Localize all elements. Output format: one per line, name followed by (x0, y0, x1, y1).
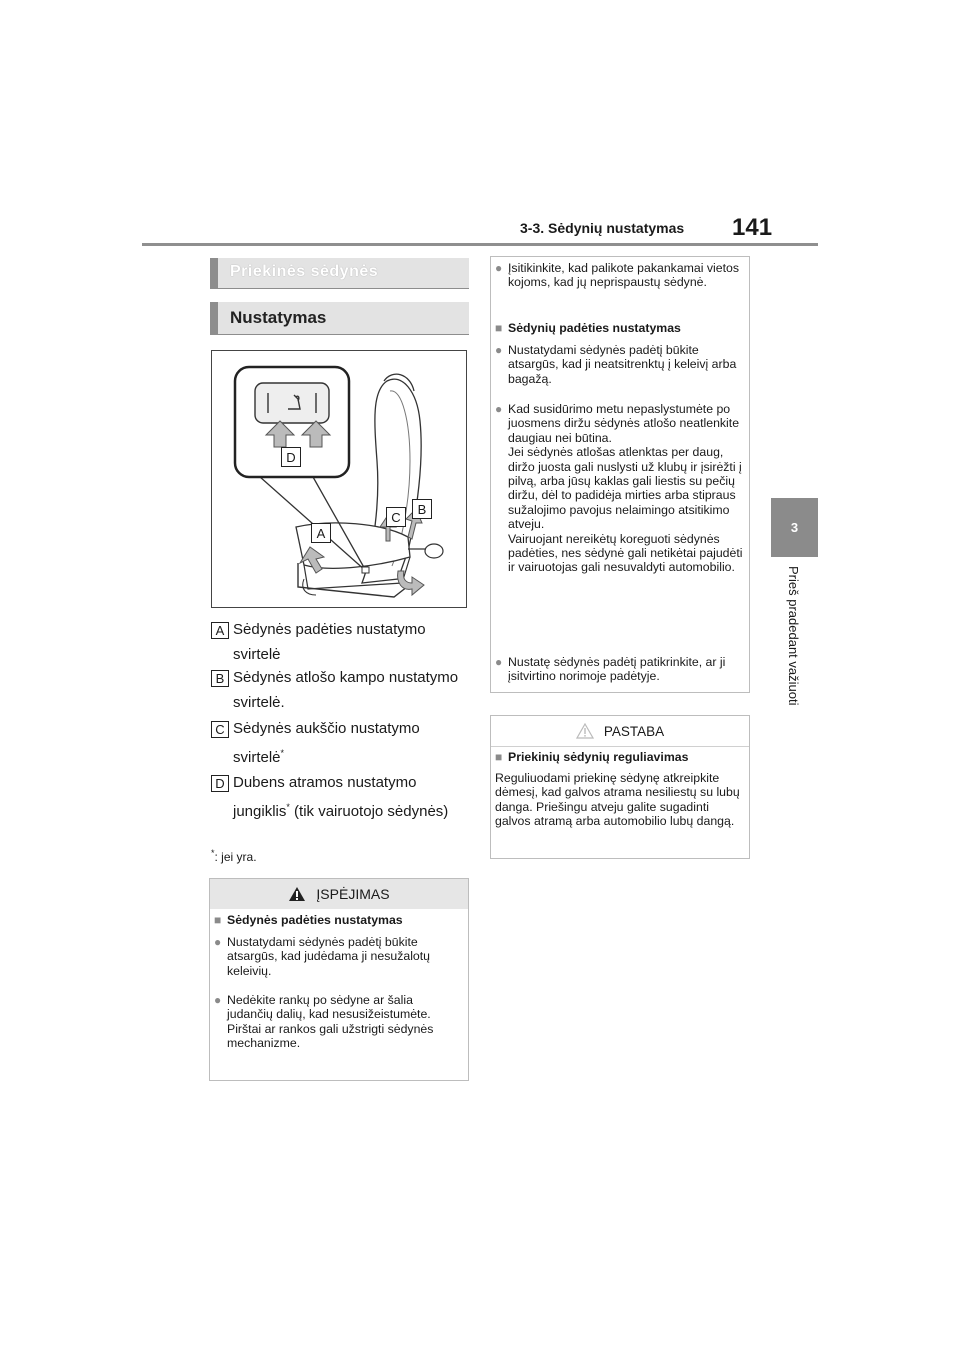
footnote-mark: * (280, 748, 285, 758)
subsection-title-bar (210, 302, 469, 334)
square-marker: ■ (495, 321, 503, 335)
legend-key-d: D (211, 775, 229, 792)
legend-text-d (233, 770, 469, 824)
subsection-title-rule (210, 334, 469, 335)
right-bullet-text: Nustatydami sėdynės padėtį būkite atsargūs, kad ji neatsitrenktų į keleivį arba bagažą. (508, 343, 737, 386)
seat-illustration (211, 350, 467, 608)
subsection-title: Nustatymas (230, 308, 327, 327)
notice-title: PASTABA (603, 723, 665, 739)
warning-icon (288, 886, 306, 902)
legend-text-c-main: Sėdynės aukščio nustatymo svirtelė (233, 720, 420, 766)
warning-heading-text: Sėdynės padėties nustatymas (227, 913, 403, 927)
section-title-rule (210, 288, 469, 289)
section-title: Priekinės sėdynės (230, 263, 379, 280)
bullet-marker: ● (495, 343, 503, 357)
chapter-vertical-label: Prieš pradedant važiuoti (786, 566, 801, 706)
legend-key-c: C (211, 721, 229, 738)
header-rule (142, 243, 818, 246)
bullet-marker: ● (214, 935, 222, 949)
legend-key-a: A (211, 622, 229, 639)
footnote-mark: * (286, 802, 290, 812)
chapter-number: 3 (790, 520, 799, 535)
legend-text-d-main: Dubens atramos nustatymo jungiklis (233, 774, 417, 820)
bullet-marker: ● (495, 402, 503, 416)
right-bullet (495, 655, 743, 684)
warning-header (210, 879, 468, 909)
notice-header (491, 716, 749, 747)
page-number: 141 (732, 214, 773, 241)
bullet-marker: ● (214, 993, 222, 1007)
callout-c: C (386, 507, 406, 527)
footnote-mark: * (211, 848, 215, 858)
right-bullet (495, 261, 743, 290)
warning-title: ĮSPĖJIMAS (316, 886, 390, 902)
right-bullet-text: Nustatę sėdynės padėtį patikrinkite, ar ji įsitvirtino norimoje padėtyje. (508, 655, 726, 684)
warning-box (209, 878, 469, 1081)
right-bullet-text: Kad susidūrimo metu nepaslystumėte po juosmens diržu sėdynės atlošo neatlenkite daugiau nei būtina. Jei sėdynės atlošas atlenktas per daug, diržo juosta gali nuslysti už klubų ir įsirėžti į pilvą, arba jūsų kaklas gali liestis su pečių diržu, dėl to padidėja mirties arba stiprаus sužalojimo pavojus nelaimingo atsitikimo atveju. Vairuojant nereikėtų koreguoti sėdynės padėties, nes sėdynė gali netikėtai pajudėti ir vairuotojas gali nesuvaldyti automobilio. (508, 402, 743, 575)
warning-bullet (214, 935, 462, 978)
legend-text-b: Sėdynės atlošo kampo nustatymo svirtelė. (233, 669, 459, 711)
notice-icon (576, 723, 594, 739)
callout-b: B (412, 499, 432, 519)
warning-bullet-text: Nedėkite rankų po sėdyne ar šalia judančių dalių, kad nesusižeistumėte. Pirštai ar rankos gali užstrigti sėdynės mechanizme. (227, 993, 434, 1051)
warning-heading (214, 913, 462, 927)
legend-key-b: B (211, 670, 229, 687)
notice-body (495, 771, 743, 829)
seat-drawing (212, 351, 466, 607)
legend-text-c (233, 716, 469, 770)
section-title-bar (210, 258, 469, 288)
notice-box (490, 715, 750, 859)
footnote (211, 848, 257, 864)
right-bullet (495, 402, 743, 575)
notice-heading-text: Priekinių sėdynių reguliavimas (508, 750, 689, 764)
caution-continued-box (490, 256, 750, 693)
right-heading (495, 321, 743, 335)
legend-text-d-tail: (tik vairuotojo sėdynės) (289, 803, 449, 820)
callout-a: A (311, 523, 331, 543)
callout-d: D (281, 447, 301, 467)
footnote-text: : jei yra. (214, 850, 257, 864)
running-header-section: 3-3. Sėdynių nustatymas (520, 220, 685, 236)
right-bullet-text: Įsitikinkite, kad palikote pakankamai vietos kojoms, kad jų neprispaustų sėdynė. (508, 261, 740, 290)
notice-body-text: Reguliuodami priekinę sėdynę atkreipkite dėmesį, kad galvos atrama nesiliestų su lubų danga. Priešingu atveju galite sugadinti galvos atramą arba automobilio lubų dangą. (495, 771, 740, 829)
right-bullet (495, 343, 743, 386)
bullet-marker: ● (495, 261, 503, 275)
warning-bullet (214, 993, 462, 1051)
notice-heading (495, 750, 743, 764)
square-marker: ■ (214, 913, 222, 927)
legend-text-a: Sėdynės padėties nustatymo svirtelė (233, 621, 426, 663)
chapter-tab (771, 498, 818, 557)
bullet-marker: ● (495, 655, 503, 669)
warning-bullet-text: Nustatydami sėdynės padėtį būkite atsargūs, kad judėdama ji nesužalotų keleivių. (227, 935, 431, 978)
right-heading-text: Sėdynių padėties nustatymas (508, 321, 681, 335)
square-marker: ■ (495, 750, 503, 764)
